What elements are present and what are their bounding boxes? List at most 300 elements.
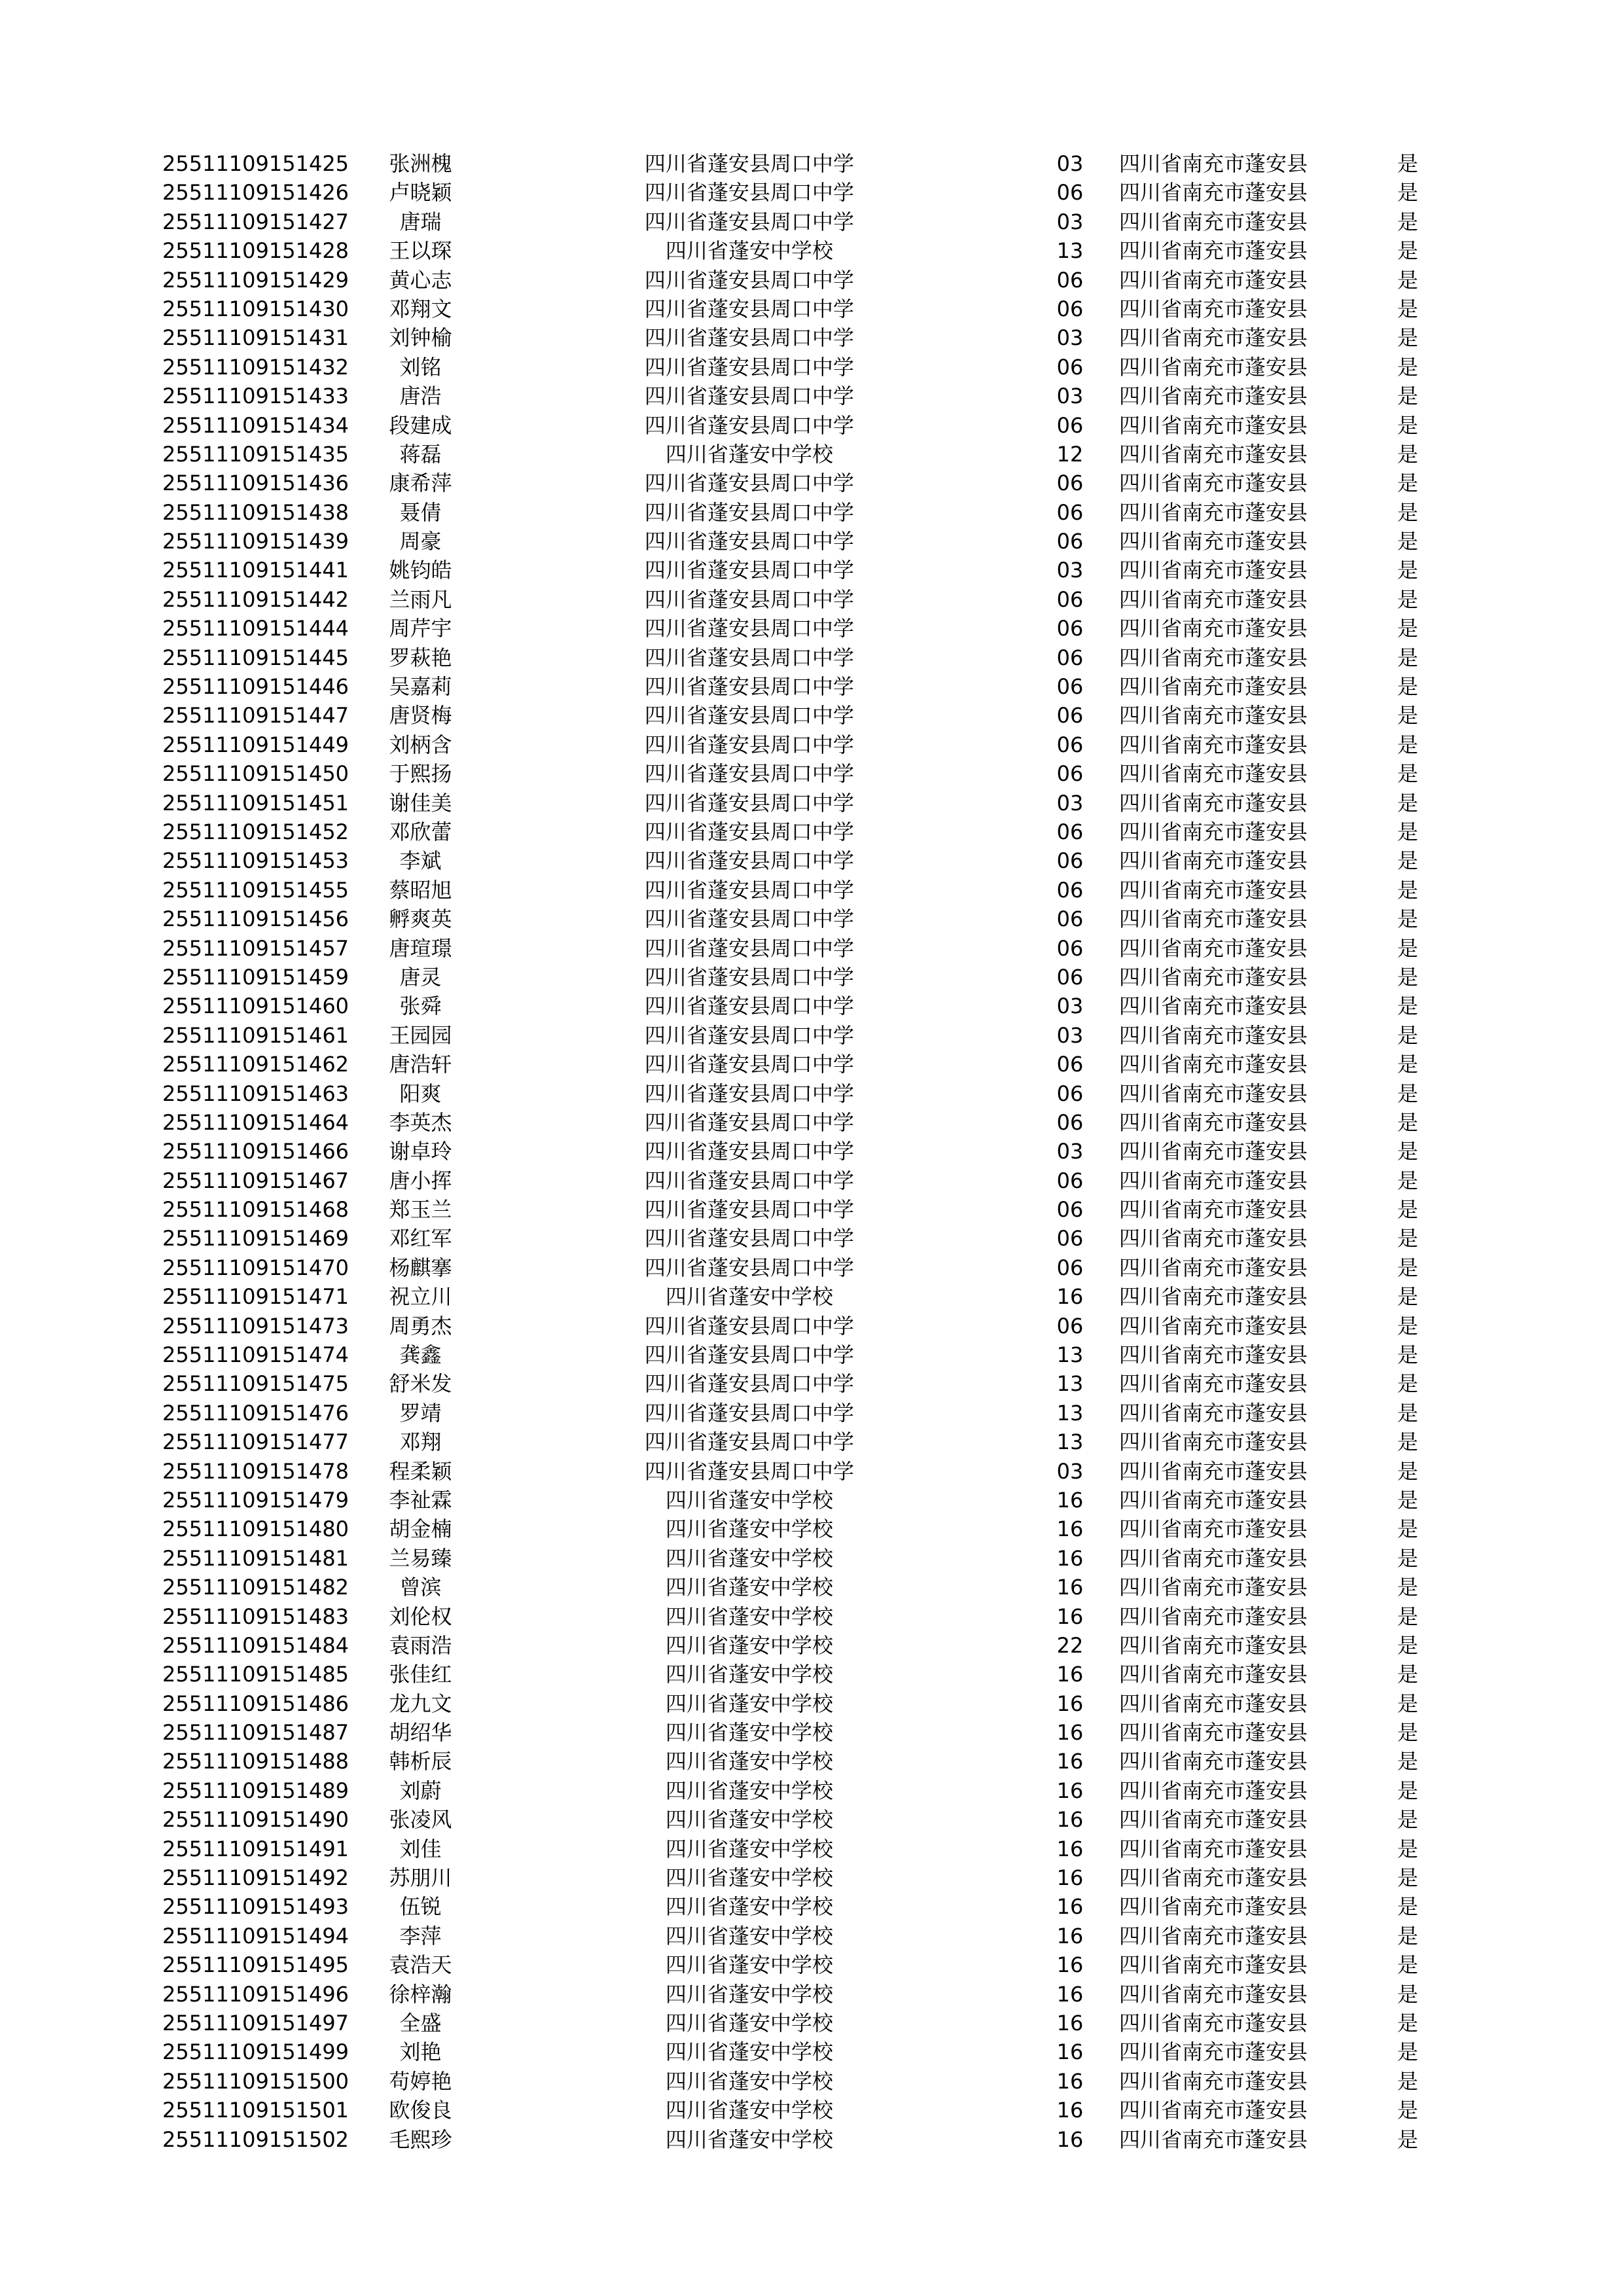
student-name-cell: 刘佳 [399, 1836, 442, 1861]
flag-cell: 是 [1397, 1284, 1419, 1310]
school-cell: 四川省蓬安中学校 [665, 1923, 833, 1948]
region-cell: 四川省南充市蓬安县 [1119, 1197, 1308, 1223]
table-row [0, 1747, 1623, 1776]
code-cell: 06 [1056, 935, 1084, 961]
flag-cell: 是 [1397, 848, 1419, 874]
code-cell: 16 [1056, 1952, 1084, 1978]
school-cell: 四川省蓬安县周口中学 [644, 790, 854, 816]
exam-number-cell: 25511109151461 [162, 1022, 349, 1048]
table-row [0, 1515, 1623, 1543]
code-cell: 06 [1056, 964, 1084, 990]
region-cell: 四川省南充市蓬安县 [1119, 1255, 1308, 1280]
flag-cell: 是 [1397, 354, 1419, 380]
school-cell: 四川省蓬安中学校 [665, 2039, 833, 2065]
region-cell: 四川省南充市蓬安县 [1119, 354, 1308, 380]
table-row [0, 1805, 1623, 1834]
flag-cell: 是 [1397, 877, 1419, 903]
exam-number-cell: 25511109151500 [162, 2068, 349, 2094]
school-cell: 四川省蓬安县周口中学 [644, 1022, 854, 1048]
region-cell: 四川省南充市蓬安县 [1119, 1691, 1308, 1716]
school-cell: 四川省蓬安县周口中学 [644, 325, 854, 351]
student-name-cell: 罗萩艳 [389, 645, 452, 670]
table-row [0, 585, 1623, 614]
code-cell: 16 [1056, 1923, 1084, 1948]
school-cell: 四川省蓬安县周口中学 [644, 1458, 854, 1484]
table-row [0, 411, 1623, 440]
exam-number-cell: 25511109151502 [162, 2126, 349, 2152]
region-cell: 四川省南充市蓬安县 [1119, 586, 1308, 612]
flag-cell: 是 [1397, 1923, 1419, 1948]
school-cell: 四川省蓬安县周口中学 [644, 412, 854, 438]
region-cell: 四川省南充市蓬安县 [1119, 1604, 1308, 1629]
region-cell: 四川省南充市蓬安县 [1119, 1052, 1308, 1077]
school-cell: 四川省蓬安中学校 [665, 1952, 833, 1978]
school-cell: 四川省蓬安县周口中学 [644, 616, 854, 641]
flag-cell: 是 [1397, 1749, 1419, 1774]
student-name-cell: 程柔颖 [389, 1458, 452, 1484]
code-cell: 16 [1056, 1545, 1084, 1571]
exam-number-cell: 25511109151479 [162, 1487, 349, 1513]
table-row [0, 1137, 1623, 1166]
exam-number-cell: 25511109151477 [162, 1429, 349, 1455]
region-cell: 四川省南充市蓬安县 [1119, 1981, 1308, 2007]
code-cell: 06 [1056, 906, 1084, 932]
flag-cell: 是 [1397, 1458, 1419, 1484]
region-cell: 四川省南充市蓬安县 [1119, 1720, 1308, 1746]
table-row [0, 614, 1623, 643]
exam-number-cell: 25511109151446 [162, 674, 349, 700]
student-name-cell: 周芹宇 [389, 616, 452, 641]
exam-number-cell: 25511109151497 [162, 2011, 349, 2036]
code-cell: 06 [1056, 645, 1084, 670]
table-row [0, 556, 1623, 584]
student-name-cell: 兰易臻 [389, 1545, 452, 1571]
student-name-cell: 王园园 [389, 1022, 452, 1048]
region-cell: 四川省南充市蓬安县 [1119, 1081, 1308, 1106]
region-cell: 四川省南充市蓬安县 [1119, 1371, 1308, 1397]
school-cell: 四川省蓬安中学校 [665, 1807, 833, 1833]
flag-cell: 是 [1397, 1400, 1419, 1426]
flag-cell: 是 [1397, 558, 1419, 583]
flag-cell: 是 [1397, 1168, 1419, 1193]
exam-number-cell: 25511109151496 [162, 1981, 349, 2007]
flag-cell: 是 [1397, 1894, 1419, 1920]
student-name-cell: 苏朋川 [389, 1865, 452, 1891]
table-row [0, 2037, 1623, 2066]
student-name-cell: 吴嘉莉 [389, 674, 452, 700]
school-cell: 四川省蓬安中学校 [665, 1487, 833, 1513]
table-row [0, 1922, 1623, 1950]
table-row [0, 1079, 1623, 1108]
student-name-cell: 祝立川 [389, 1284, 452, 1310]
code-cell: 13 [1056, 238, 1084, 264]
student-name-cell: 全盛 [399, 2011, 442, 2036]
region-cell: 四川省南充市蓬安县 [1119, 180, 1308, 206]
student-name-cell: 邓翔文 [389, 296, 452, 321]
flag-cell: 是 [1397, 2098, 1419, 2123]
school-cell: 四川省蓬安县周口中学 [644, 1313, 854, 1338]
exam-number-cell: 25511109151483 [162, 1604, 349, 1629]
exam-number-cell: 25511109151475 [162, 1371, 349, 1397]
exam-number-cell: 25511109151464 [162, 1109, 349, 1135]
flag-cell: 是 [1397, 1081, 1419, 1106]
code-cell: 03 [1056, 1022, 1084, 1048]
student-name-cell: 龙九文 [389, 1691, 452, 1716]
exam-number-cell: 25511109151450 [162, 761, 349, 787]
exam-number-cell: 25511109151456 [162, 906, 349, 932]
code-cell: 16 [1056, 1836, 1084, 1861]
region-cell: 四川省南充市蓬安县 [1119, 616, 1308, 641]
student-name-cell: 刘伦权 [389, 1604, 452, 1629]
flag-cell: 是 [1397, 1632, 1419, 1658]
table-row [0, 905, 1623, 933]
region-cell: 四川省南充市蓬安县 [1119, 2098, 1308, 2123]
table-row [0, 730, 1623, 759]
code-cell: 06 [1056, 761, 1084, 787]
exam-number-cell: 25511109151427 [162, 209, 349, 234]
flag-cell: 是 [1397, 645, 1419, 670]
table-row [0, 1950, 1623, 1979]
region-cell: 四川省南充市蓬安县 [1119, 209, 1308, 234]
exam-number-cell: 25511109151455 [162, 877, 349, 903]
student-name-cell: 胡绍华 [389, 1720, 452, 1746]
table-row [0, 527, 1623, 556]
exam-number-cell: 25511109151439 [162, 529, 349, 554]
school-cell: 四川省蓬安中学校 [665, 1749, 833, 1774]
table-row [0, 1863, 1623, 1892]
exam-number-cell: 25511109151490 [162, 1807, 349, 1833]
region-cell: 四川省南充市蓬安县 [1119, 471, 1308, 496]
exam-number-cell: 25511109151445 [162, 645, 349, 670]
exam-number-cell: 25511109151430 [162, 296, 349, 321]
school-cell: 四川省蓬安县周口中学 [644, 151, 854, 176]
flag-cell: 是 [1397, 1691, 1419, 1716]
student-name-cell: 张洲槐 [389, 151, 452, 176]
exam-number-cell: 25511109151474 [162, 1342, 349, 1368]
flag-cell: 是 [1397, 209, 1419, 234]
table-row [0, 1108, 1623, 1137]
flag-cell: 是 [1397, 1022, 1419, 1048]
exam-number-cell: 25511109151469 [162, 1226, 349, 1251]
exam-number-cell: 25511109151434 [162, 412, 349, 438]
table-row [0, 1427, 1623, 1456]
table-row [0, 1718, 1623, 1747]
code-cell: 16 [1056, 1516, 1084, 1542]
exam-number-cell: 25511109151425 [162, 151, 349, 176]
flag-cell: 是 [1397, 674, 1419, 700]
school-cell: 四川省蓬安中学校 [665, 1981, 833, 2007]
region-cell: 四川省南充市蓬安县 [1119, 1662, 1308, 1687]
code-cell: 06 [1056, 267, 1084, 293]
code-cell: 16 [1056, 1662, 1084, 1687]
school-cell: 四川省蓬安县周口中学 [644, 1168, 854, 1193]
region-cell: 四川省南充市蓬安县 [1119, 1545, 1308, 1571]
code-cell: 06 [1056, 1226, 1084, 1251]
flag-cell: 是 [1397, 499, 1419, 525]
table-row [0, 876, 1623, 905]
flag-cell: 是 [1397, 529, 1419, 554]
flag-cell: 是 [1397, 2068, 1419, 2094]
student-name-cell: 欧俊良 [389, 2098, 452, 2123]
table-row [0, 295, 1623, 323]
student-name-cell: 唐小挥 [389, 1168, 452, 1193]
flag-cell: 是 [1397, 1226, 1419, 1251]
school-cell: 四川省蓬安中学校 [665, 1662, 833, 1687]
table-row [0, 1602, 1623, 1631]
region-cell: 四川省南充市蓬安县 [1119, 848, 1308, 874]
exam-number-cell: 25511109151476 [162, 1400, 349, 1426]
student-name-cell: 周豪 [399, 529, 442, 554]
code-cell: 06 [1056, 1081, 1084, 1106]
exam-number-cell: 25511109151442 [162, 586, 349, 612]
school-cell: 四川省蓬安中学校 [665, 1575, 833, 1600]
region-cell: 四川省南充市蓬安县 [1119, 1952, 1308, 1978]
school-cell: 四川省蓬安县周口中学 [644, 296, 854, 321]
code-cell: 06 [1056, 1109, 1084, 1135]
exam-number-cell: 25511109151466 [162, 1139, 349, 1164]
flag-cell: 是 [1397, 2126, 1419, 2152]
table-row [0, 2009, 1623, 2037]
region-cell: 四川省南充市蓬安县 [1119, 384, 1308, 409]
student-name-cell: 袁浩天 [389, 1952, 452, 1978]
table-row [0, 759, 1623, 788]
flag-cell: 是 [1397, 1516, 1419, 1542]
flag-cell: 是 [1397, 412, 1419, 438]
student-name-cell: 郑玉兰 [389, 1197, 452, 1223]
code-cell: 16 [1056, 1894, 1084, 1920]
table-row [0, 1050, 1623, 1079]
region-cell: 四川省南充市蓬安县 [1119, 1168, 1308, 1193]
student-name-cell: 周勇杰 [389, 1313, 452, 1338]
flag-cell: 是 [1397, 1575, 1419, 1600]
exam-number-cell: 25511109151452 [162, 819, 349, 844]
student-name-cell: 卢晓颖 [389, 180, 452, 206]
region-cell: 四川省南充市蓬安县 [1119, 877, 1308, 903]
region-cell: 四川省南充市蓬安县 [1119, 819, 1308, 844]
table-row [0, 963, 1623, 992]
flag-cell: 是 [1397, 1865, 1419, 1891]
table-row [0, 382, 1623, 410]
flag-cell: 是 [1397, 703, 1419, 728]
exam-number-cell: 25511109151449 [162, 732, 349, 757]
school-cell: 四川省蓬安中学校 [665, 1836, 833, 1861]
table-row [0, 1282, 1623, 1311]
student-name-cell: 徐梓瀚 [389, 1981, 452, 2007]
flag-cell: 是 [1397, 1545, 1419, 1571]
flag-cell: 是 [1397, 471, 1419, 496]
student-name-cell: 于熙扬 [389, 761, 452, 787]
region-cell: 四川省南充市蓬安县 [1119, 906, 1308, 932]
code-cell: 06 [1056, 1168, 1084, 1193]
table-row [0, 789, 1623, 817]
school-cell: 四川省蓬安县周口中学 [644, 732, 854, 757]
region-cell: 四川省南充市蓬安县 [1119, 238, 1308, 264]
table-row [0, 1166, 1623, 1195]
flag-cell: 是 [1397, 1952, 1419, 1978]
school-cell: 四川省蓬安县周口中学 [644, 529, 854, 554]
region-cell: 四川省南充市蓬安县 [1119, 1865, 1308, 1891]
code-cell: 06 [1056, 412, 1084, 438]
region-cell: 四川省南充市蓬安县 [1119, 1400, 1308, 1426]
student-name-cell: 姚钧皓 [389, 558, 452, 583]
region-cell: 四川省南充市蓬安县 [1119, 1836, 1308, 1861]
table-row [0, 1312, 1623, 1340]
flag-cell: 是 [1397, 238, 1419, 264]
table-row [0, 1573, 1623, 1602]
student-name-cell: 孵爽英 [389, 906, 452, 932]
student-name-cell: 谢卓玲 [389, 1139, 452, 1164]
flag-cell: 是 [1397, 2011, 1419, 2036]
student-name-cell: 聂倩 [399, 499, 442, 525]
table-row [0, 1660, 1623, 1689]
exam-number-cell: 25511109151457 [162, 935, 349, 961]
region-cell: 四川省南充市蓬安县 [1119, 267, 1308, 293]
code-cell: 03 [1056, 1139, 1084, 1164]
table-row [0, 1631, 1623, 1660]
student-name-cell: 张舜 [399, 994, 442, 1019]
student-name-cell: 韩析辰 [389, 1749, 452, 1774]
student-name-cell: 胡金楠 [389, 1516, 452, 1542]
exam-number-cell: 25511109151431 [162, 325, 349, 351]
code-cell: 13 [1056, 1400, 1084, 1426]
flag-cell: 是 [1397, 994, 1419, 1019]
table-row [0, 934, 1623, 963]
code-cell: 06 [1056, 354, 1084, 380]
school-cell: 四川省蓬安县周口中学 [644, 1342, 854, 1368]
table-row [0, 1544, 1623, 1573]
exam-number-cell: 25511109151468 [162, 1197, 349, 1223]
region-cell: 四川省南充市蓬安县 [1119, 1487, 1308, 1513]
exam-number-cell: 25511109151486 [162, 1691, 349, 1716]
region-cell: 四川省南充市蓬安县 [1119, 1894, 1308, 1920]
region-cell: 四川省南充市蓬安县 [1119, 1429, 1308, 1455]
school-cell: 四川省蓬安县周口中学 [644, 354, 854, 380]
table-row [0, 672, 1623, 701]
table-row [0, 2067, 1623, 2096]
region-cell: 四川省南充市蓬安县 [1119, 2126, 1308, 2152]
school-cell: 四川省蓬安县周口中学 [644, 267, 854, 293]
school-cell: 四川省蓬安县周口中学 [644, 1052, 854, 1077]
exam-number-cell: 25511109151447 [162, 703, 349, 728]
table-row [0, 1835, 1623, 1863]
code-cell: 06 [1056, 848, 1084, 874]
exam-number-cell: 25511109151493 [162, 1894, 349, 1920]
school-cell: 四川省蓬安中学校 [665, 1545, 833, 1571]
exam-number-cell: 25511109151467 [162, 1168, 349, 1193]
school-cell: 四川省蓬安中学校 [665, 1604, 833, 1629]
code-cell: 16 [1056, 1778, 1084, 1803]
student-name-cell: 唐灵 [399, 964, 442, 990]
flag-cell: 是 [1397, 325, 1419, 351]
flag-cell: 是 [1397, 586, 1419, 612]
table-row [0, 1689, 1623, 1718]
region-cell: 四川省南充市蓬安县 [1119, 2039, 1308, 2065]
region-cell: 四川省南充市蓬安县 [1119, 994, 1308, 1019]
school-cell: 四川省蓬安县周口中学 [644, 499, 854, 525]
region-cell: 四川省南充市蓬安县 [1119, 674, 1308, 700]
region-cell: 四川省南充市蓬安县 [1119, 761, 1308, 787]
flag-cell: 是 [1397, 906, 1419, 932]
exam-number-cell: 25511109151433 [162, 384, 349, 409]
exam-number-cell: 25511109151491 [162, 1836, 349, 1861]
school-cell: 四川省蓬安县周口中学 [644, 848, 854, 874]
flag-cell: 是 [1397, 1662, 1419, 1687]
table-row [0, 1776, 1623, 1805]
school-cell: 四川省蓬安县周口中学 [644, 471, 854, 496]
school-cell: 四川省蓬安县周口中学 [644, 1197, 854, 1223]
region-cell: 四川省南充市蓬安县 [1119, 645, 1308, 670]
school-cell: 四川省蓬安县周口中学 [644, 761, 854, 787]
student-name-cell: 李斌 [399, 848, 442, 874]
region-cell: 四川省南充市蓬安县 [1119, 499, 1308, 525]
region-cell: 四川省南充市蓬安县 [1119, 1778, 1308, 1803]
flag-cell: 是 [1397, 1778, 1419, 1803]
table-row [0, 2096, 1623, 2125]
school-cell: 四川省蓬安中学校 [665, 1894, 833, 1920]
flag-cell: 是 [1397, 296, 1419, 321]
region-cell: 四川省南充市蓬安县 [1119, 296, 1308, 321]
table-row [0, 498, 1623, 527]
student-name-cell: 刘柄含 [389, 732, 452, 757]
student-name-cell: 李祉霖 [389, 1487, 452, 1513]
region-cell: 四川省南充市蓬安县 [1119, 1458, 1308, 1484]
flag-cell: 是 [1397, 1139, 1419, 1164]
school-cell: 四川省蓬安中学校 [665, 238, 833, 264]
region-cell: 四川省南充市蓬安县 [1119, 325, 1308, 351]
flag-cell: 是 [1397, 151, 1419, 176]
student-name-cell: 刘钟榆 [389, 325, 452, 351]
code-cell: 16 [1056, 1865, 1084, 1891]
school-cell: 四川省蓬安县周口中学 [644, 558, 854, 583]
flag-cell: 是 [1397, 1342, 1419, 1368]
table-row [0, 1980, 1623, 2009]
code-cell: 03 [1056, 790, 1084, 816]
student-name-cell: 唐贤梅 [389, 703, 452, 728]
school-cell: 四川省蓬安中学校 [665, 1691, 833, 1716]
flag-cell: 是 [1397, 1109, 1419, 1135]
region-cell: 四川省南充市蓬安县 [1119, 1632, 1308, 1658]
exam-number-cell: 25511109151459 [162, 964, 349, 990]
roster-table [0, 149, 1623, 2154]
table-row [0, 2125, 1623, 2154]
school-cell: 四川省蓬安县周口中学 [644, 674, 854, 700]
exam-number-cell: 25511109151428 [162, 238, 349, 264]
exam-number-cell: 25511109151471 [162, 1284, 349, 1310]
flag-cell: 是 [1397, 732, 1419, 757]
code-cell: 03 [1056, 1458, 1084, 1484]
flag-cell: 是 [1397, 1981, 1419, 2007]
school-cell: 四川省蓬安县周口中学 [644, 877, 854, 903]
school-cell: 四川省蓬安中学校 [665, 1720, 833, 1746]
region-cell: 四川省南充市蓬安县 [1119, 558, 1308, 583]
student-name-cell: 邓红军 [389, 1226, 452, 1251]
code-cell: 12 [1056, 441, 1084, 467]
school-cell: 四川省蓬安县周口中学 [644, 586, 854, 612]
exam-number-cell: 25511109151482 [162, 1575, 349, 1600]
table-row [0, 353, 1623, 382]
region-cell: 四川省南充市蓬安县 [1119, 1139, 1308, 1164]
table-row [0, 1457, 1623, 1486]
flag-cell: 是 [1397, 935, 1419, 961]
table-row [0, 992, 1623, 1020]
code-cell: 16 [1056, 2039, 1084, 2065]
table-row [0, 1021, 1623, 1050]
student-name-cell: 康希萍 [389, 471, 452, 496]
code-cell: 16 [1056, 1749, 1084, 1774]
code-cell: 16 [1056, 1575, 1084, 1600]
table-row [0, 1195, 1623, 1224]
exam-number-cell: 25511109151462 [162, 1052, 349, 1077]
